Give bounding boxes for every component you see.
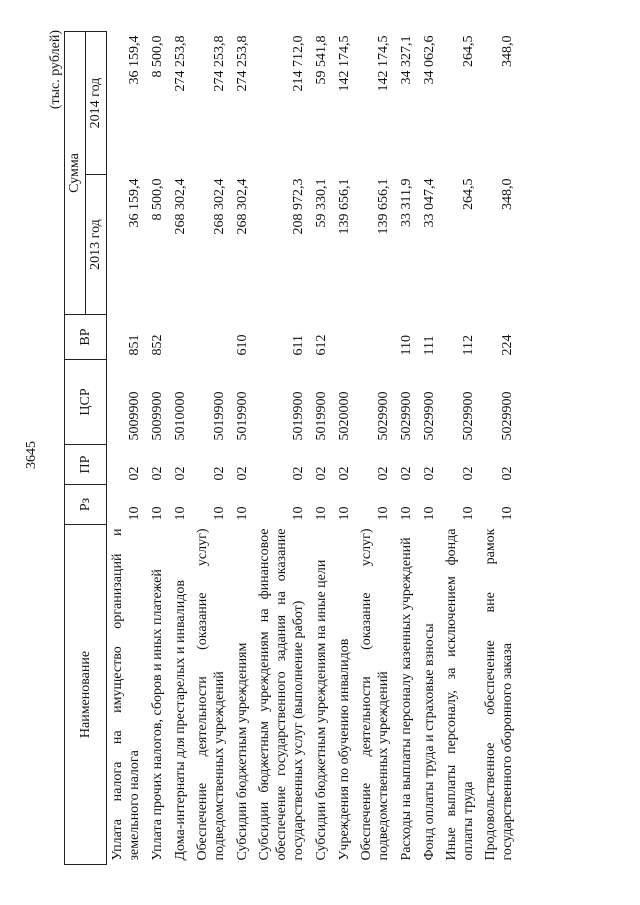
row-sum-2014: 8 500,0 [150, 35, 165, 78]
row-sum-2013: 59 330,1 [314, 178, 329, 228]
table-body [107, 32, 520, 865]
row-pr: 02 [337, 466, 352, 481]
row-sum-2014: 274 253,8 [212, 35, 227, 92]
row-vr: 612 [314, 334, 329, 356]
row-sum-2014: 34 327,1 [399, 35, 414, 85]
row-vr: 224 [500, 334, 515, 356]
row-sum-2013: 33 311,9 [399, 178, 414, 227]
row-sum-2014: 348,0 [500, 35, 515, 67]
row-name: Субсидии бюджетным учреждениям на иные цели [314, 559, 329, 861]
header-rz: Рз [65, 485, 107, 525]
row-name: Субсидии бюджетным учреждениям на финансовое обеспечение государственного задания на оказание государственных услуг (выполнение работ) [257, 528, 306, 861]
row-rz: 10 [422, 506, 437, 521]
header-2014: 2014 год [86, 32, 107, 175]
row-pr: 02 [150, 466, 165, 481]
row-sum-2013: 268 302,4 [212, 178, 227, 235]
row-sum-2013: 268 302,4 [235, 178, 250, 235]
row-name: Дома-интернаты для престарелых и инвалидов [173, 580, 188, 861]
row-pr: 02 [376, 466, 391, 481]
row-name: Иные выплаты персоналу, за исключением фонда оплаты труда [444, 528, 476, 861]
row-pr: 02 [314, 466, 329, 481]
row-sum-2014: 34 062,6 [422, 35, 437, 85]
row-vr [169, 315, 192, 360]
budget-table [64, 31, 519, 865]
row-name: Уплата прочих налогов, сборов и иных платежей [150, 569, 165, 861]
page-number: 3645 [24, 441, 39, 469]
table-row [418, 32, 441, 865]
table-row [146, 32, 169, 865]
row-sum-2014: 274 253,8 [173, 35, 188, 92]
row-rz: 10 [376, 506, 391, 521]
table-row [231, 32, 254, 865]
table-row [333, 32, 356, 865]
row-name: Расходы на выплаты персоналу казенных учреждений [399, 537, 414, 861]
table-row [310, 32, 333, 865]
row-name: Обеспечение деятельности (оказание услуг) подведомственных учреждений [195, 528, 227, 861]
row-vr: 112 [461, 335, 476, 356]
row-pr: 02 [173, 466, 188, 481]
row-csr: 5029900 [376, 391, 391, 441]
row-sum-2013: 139 656,1 [376, 178, 391, 235]
row-rz: 10 [399, 506, 414, 521]
table-row [192, 32, 231, 865]
row-sum-2013: 8 500,0 [150, 178, 165, 221]
row-csr: 5010000 [173, 391, 188, 441]
row-pr: 02 [291, 466, 306, 481]
row-sum-2014: 274 253,8 [235, 35, 250, 92]
row-pr: 02 [399, 466, 414, 481]
row-vr: 111 [422, 335, 437, 356]
row-vr [333, 315, 356, 360]
row-rz: 10 [173, 506, 188, 521]
row-vr: 851 [127, 334, 142, 356]
row-sum-2013: 139 656,1 [337, 178, 352, 235]
row-rz: 10 [291, 506, 306, 521]
row-pr: 02 [422, 466, 437, 481]
row-name: Фонд оплаты труда и страховые взносы [422, 623, 437, 861]
row-csr: 5019900 [314, 391, 329, 441]
row-pr: 02 [127, 466, 142, 481]
row-rz: 10 [150, 506, 165, 521]
row-pr: 02 [235, 466, 250, 481]
row-vr: 611 [291, 335, 306, 356]
row-name: Учреждения по обучению инвалидов [337, 638, 352, 861]
row-pr: 02 [500, 466, 515, 481]
units-label: (тыс. рублей) [48, 30, 63, 110]
row-rz: 10 [212, 506, 227, 521]
row-name: Уплата налога на имущество организаций и земельного налога [110, 528, 142, 861]
header-csr: ЦСР [65, 360, 107, 445]
header-name: Наименование [65, 525, 107, 865]
row-csr: 5029900 [500, 391, 515, 441]
row-sum-2013: 208 972,3 [291, 178, 306, 235]
table-row [480, 32, 519, 865]
row-pr: 02 [212, 466, 227, 481]
row-rz: 10 [337, 506, 352, 521]
row-rz: 10 [127, 506, 142, 521]
table-row [107, 32, 147, 865]
table-row [254, 32, 310, 865]
header-pr: ПР [65, 445, 107, 485]
row-pr: 02 [461, 466, 476, 481]
table-row [169, 32, 192, 865]
row-name: Обеспечение деятельности (оказание услуг) подведомственных учреждений [359, 528, 391, 861]
row-rz: 10 [314, 506, 329, 521]
table-header [65, 32, 107, 865]
row-sum-2014: 142 174,5 [337, 35, 352, 92]
row-name: Субсидии бюджетным учреждениям [235, 642, 250, 861]
row-rz: 10 [500, 506, 515, 521]
row-rz: 10 [235, 506, 250, 521]
header-vr: ВР [65, 315, 107, 360]
row-sum-2013: 268 302,4 [173, 178, 188, 235]
header-2013: 2013 год [86, 175, 107, 315]
row-csr: 5029900 [422, 391, 437, 441]
row-sum-2013: 348,0 [500, 178, 515, 210]
table-row [441, 32, 480, 865]
row-vr: 852 [150, 334, 165, 356]
header-sum: Сумма [65, 32, 86, 315]
row-vr: 110 [399, 335, 414, 356]
row-sum-2013: 33 047,4 [422, 178, 437, 228]
row-rz: 10 [461, 506, 476, 521]
row-sum-2014: 214 712,0 [291, 35, 306, 92]
row-sum-2014: 142 174,5 [376, 35, 391, 92]
row-csr: 5009900 [127, 391, 142, 441]
row-csr: 5029900 [461, 391, 476, 441]
table-row [395, 32, 418, 865]
row-csr: 5019900 [212, 391, 227, 441]
row-vr: 610 [235, 334, 250, 356]
row-csr: 5009900 [150, 391, 165, 441]
row-sum-2014: 59 541,8 [314, 35, 329, 85]
row-csr: 5019900 [235, 391, 250, 441]
row-csr: 5020000 [337, 391, 352, 441]
table-row [356, 32, 395, 865]
row-vr [356, 315, 395, 360]
row-vr [192, 315, 231, 360]
row-sum-2013: 36 159,4 [127, 178, 142, 228]
row-name: Продовольственное обеспечение вне рамок государственного оборонного заказа [483, 528, 515, 861]
row-csr: 5029900 [399, 391, 414, 441]
row-sum-2014: 264,5 [461, 35, 476, 67]
row-csr: 5019900 [291, 391, 306, 441]
row-sum-2013: 264,5 [461, 178, 476, 210]
row-sum-2014: 36 159,4 [127, 35, 142, 85]
